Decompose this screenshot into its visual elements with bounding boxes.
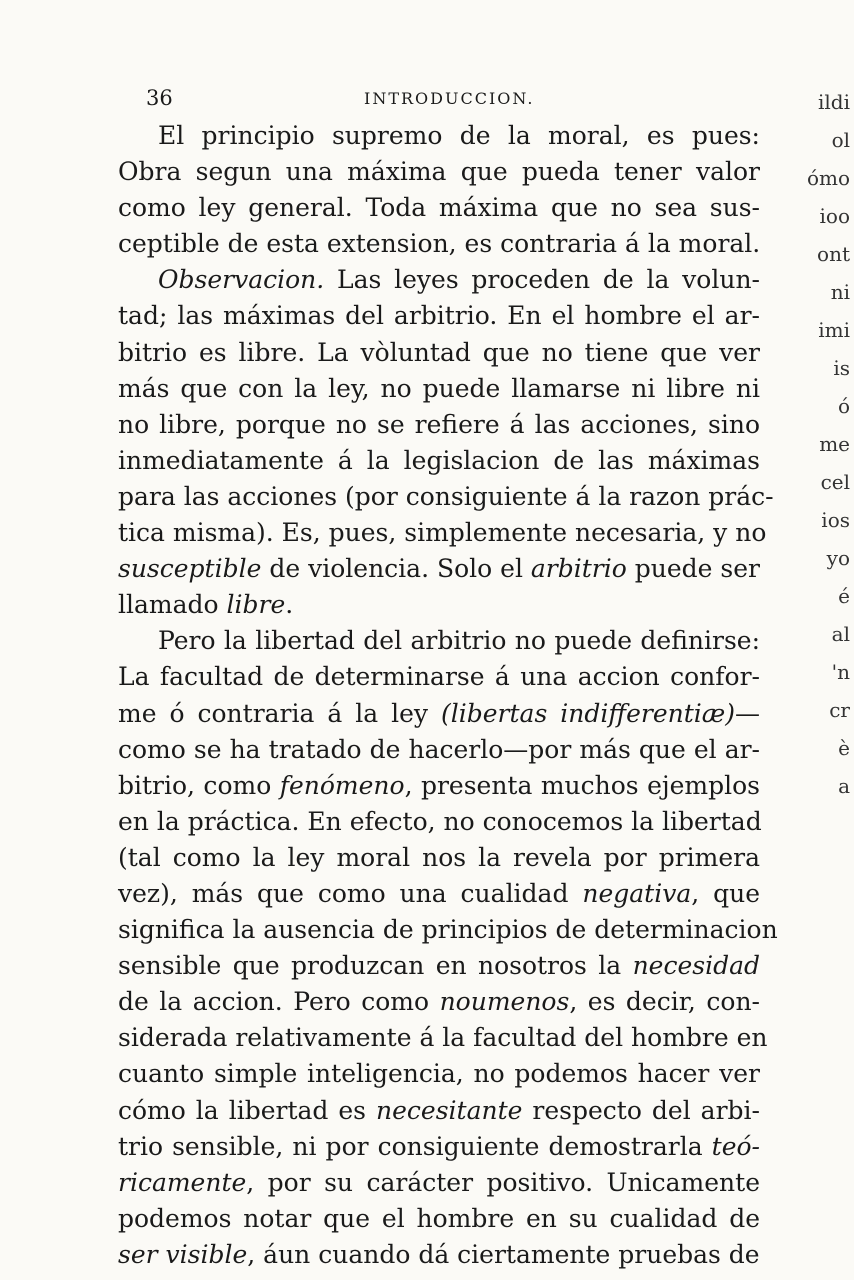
text-segment: en la práctica. En efecto, no conocemos la libertad <box>118 806 762 836</box>
bleed-fragment: ildi <box>818 90 850 114</box>
text-line <box>118 154 760 190</box>
italic-term: arbitrio <box>530 554 627 584</box>
text-segment: , es decir, con- <box>569 987 760 1017</box>
italic-term: susceptible <box>118 554 262 584</box>
text-line <box>118 696 760 732</box>
text-line <box>118 443 760 479</box>
italic-term: necesitante <box>376 1095 523 1125</box>
paragraph <box>118 118 760 262</box>
bleed-fragment: 'n <box>831 660 850 684</box>
text-segment: La facultad de determinarse á una accion confor- <box>118 662 760 692</box>
page-header <box>146 86 535 110</box>
bleed-fragment: cel <box>820 470 850 494</box>
text-segment: Obra segun una máxima que pueda tener valor <box>118 157 760 187</box>
bleed-fragment: ni <box>830 280 850 304</box>
page-number: 36 <box>146 86 173 110</box>
bleed-fragment: ont <box>817 242 850 266</box>
text-segment: llamado <box>118 590 227 620</box>
text-line <box>118 1237 760 1273</box>
text-segment: Las leyes proceden de la volun- <box>324 265 760 295</box>
bleed-fragment: is <box>833 356 850 380</box>
text-line <box>118 732 760 768</box>
running-head: INTRODUCCION. <box>364 89 535 108</box>
text-line <box>118 407 760 443</box>
text-segment: tica misma). Es, pues, simplemente necesaria, y no <box>118 518 767 548</box>
text-segment: vez), más que como una cualidad <box>118 878 583 908</box>
text-segment: ceptible de esta extension, es contraria á la moral. <box>118 229 761 259</box>
text-segment: cómo la libertad es <box>118 1095 377 1125</box>
italic-term: fenómeno <box>279 770 405 800</box>
bleed-fragment: è <box>838 736 850 760</box>
text-segment: no libre, porque no se refiere á las acciones, sino <box>118 409 760 439</box>
text-line <box>118 984 760 1020</box>
text-segment: , que <box>691 878 760 908</box>
text-segment: podemos notar que el hombre en su cualidad de <box>118 1203 760 1233</box>
bleed-fragment: cr <box>829 698 850 722</box>
italic-term: necesidad <box>632 951 760 981</box>
text-segment: respecto del arbi- <box>522 1095 760 1125</box>
text-segment: tad; las máximas del arbitrio. En el hombre el ar- <box>118 301 760 331</box>
text-line <box>118 1129 760 1165</box>
text-line <box>118 190 760 226</box>
text-segment: El principio supremo de la moral, es pues: <box>158 121 760 150</box>
text-segment: de la accion. Pero como <box>118 987 440 1017</box>
text-segment: , áun cuando dá ciertamente pruebas de <box>247 1239 760 1269</box>
text-segment: bitrio, como <box>118 770 280 800</box>
text-segment: , por su carácter positivo. Unicamente <box>246 1167 760 1197</box>
paragraph <box>118 623 778 1273</box>
italic-term: teó- <box>711 1131 760 1161</box>
bleed-fragment: ó <box>837 394 850 418</box>
text-line <box>118 912 778 948</box>
italic-term: ser visible <box>118 1239 248 1269</box>
text-segment: me ó contraria á la ley <box>118 698 442 728</box>
text-segment: — <box>735 698 761 728</box>
text-line <box>118 623 760 659</box>
text-segment: cuanto simple inteligencia, no podemos hacer ver <box>118 1059 760 1089</box>
bleed-fragment: yo <box>826 546 850 570</box>
text-segment: bitrio es libre. La vòluntad que no tiene que ver <box>118 337 760 367</box>
text-segment: inmediatamente á la legislacion de las máximas <box>118 445 760 475</box>
text-segment: como ley general. Toda máxima que no sea sus- <box>118 193 760 223</box>
text-line <box>118 515 767 551</box>
italic-term: ricamente <box>118 1167 247 1197</box>
text-segment: sensible que produzcan en nosotros la <box>118 951 633 981</box>
text-line <box>118 948 760 984</box>
italic-term: libre <box>226 590 286 620</box>
italic-term: noumenos <box>439 987 570 1017</box>
text-line <box>118 804 760 840</box>
bleed-fragment: ómo <box>806 166 850 190</box>
text-line <box>118 1201 760 1237</box>
text-line <box>118 1093 760 1129</box>
bleed-fragment: ioo <box>819 204 850 228</box>
facing-page-bleed <box>806 70 854 1270</box>
text-line <box>118 262 760 298</box>
bleed-fragment: me <box>819 432 850 456</box>
text-line <box>118 118 760 154</box>
text-segment: Pero la libertad del arbitrio no puede definirse: <box>158 626 760 656</box>
text-segment: para las acciones (por consiguiente á la razon prác- <box>118 481 774 511</box>
paragraph <box>118 262 774 623</box>
text-line <box>118 1020 768 1056</box>
body-text <box>118 118 778 1273</box>
text-line <box>118 479 774 515</box>
text-segment: trio sensible, ni por consiguiente demostrarla <box>118 1131 712 1161</box>
bleed-fragment: al <box>831 622 850 646</box>
text-line <box>118 371 760 407</box>
text-segment: , presenta muchos ejemplos <box>404 770 760 800</box>
italic-term: (libertas indifferentiæ) <box>441 698 736 728</box>
text-segment: . <box>285 590 294 620</box>
text-line <box>118 768 760 804</box>
text-segment: como se ha tratado de hacerlo—por más que el ar- <box>118 734 760 764</box>
text-line <box>118 335 760 371</box>
text-line <box>118 1165 760 1201</box>
text-segment: puede ser <box>626 554 760 584</box>
text-segment: significa la ausencia de principios de determinacion <box>118 915 778 945</box>
text-line <box>118 587 760 623</box>
italic-term: Observacion. <box>158 265 325 295</box>
text-line <box>118 551 760 587</box>
text-line <box>118 876 760 912</box>
text-segment: siderada relativamente á la facultad del hombre en <box>118 1023 768 1053</box>
text-line <box>118 226 760 262</box>
text-line <box>118 659 760 695</box>
text-line <box>118 298 760 334</box>
bleed-fragment: imi <box>818 318 850 342</box>
text-segment: de violencia. Solo el <box>261 554 531 584</box>
bleed-fragment: é <box>838 584 850 608</box>
italic-term: negativa <box>582 878 692 908</box>
text-segment: más que con la ley, no puede llamarse ni libre ni <box>118 373 760 403</box>
bleed-fragment: ios <box>821 508 850 532</box>
text-line <box>118 840 760 876</box>
bleed-fragment: a <box>838 774 850 798</box>
text-segment: (tal como la ley moral nos la revela por primera <box>118 842 760 872</box>
bleed-fragment: ol <box>831 128 850 152</box>
text-line <box>118 1056 760 1092</box>
